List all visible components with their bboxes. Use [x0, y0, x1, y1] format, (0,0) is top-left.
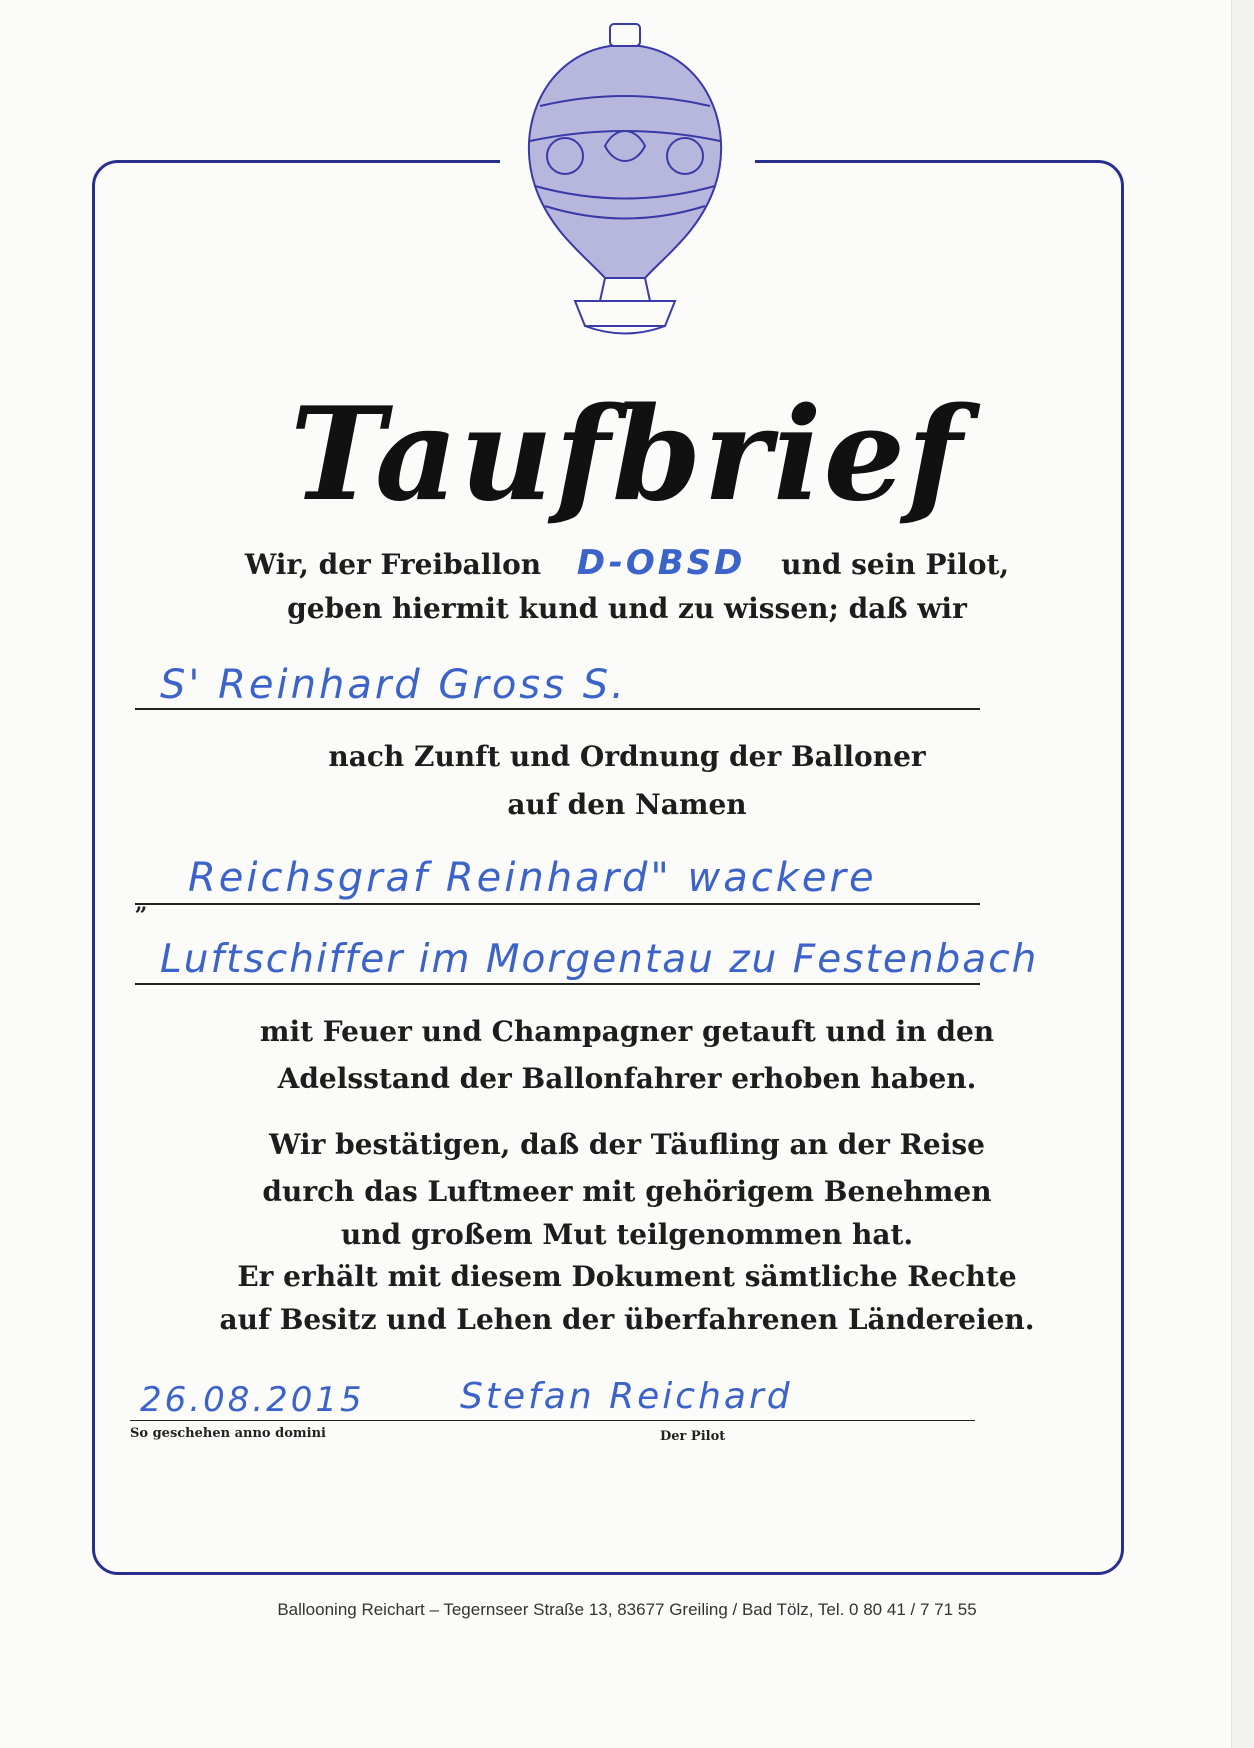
page-edge	[1231, 0, 1254, 1748]
name-line	[135, 708, 980, 710]
balloon-id-handwritten: D-OBSD	[576, 543, 746, 583]
footer-address: Ballooning Reichart – Tegernseer Straße 13, 83677 Greiling / Bad Tölz, Tel. 0 80 41 / 7 71 55	[277, 1600, 977, 1619]
confirm-line-1: Wir bestätigen, daß der Täufling an der Reise	[269, 1128, 985, 1161]
balloon-gondola-icon	[575, 301, 675, 326]
intro-line-1	[0, 543, 1254, 583]
new-name-line-2-handwritten: Luftschiffer im Morgentau zu Festenbach	[160, 937, 1039, 982]
date-label: So geschehen anno domini	[130, 1426, 326, 1441]
pilot-label: Der Pilot	[660, 1429, 726, 1444]
middle-line-1: nach Zunft und Ordnung der Balloner	[328, 740, 926, 773]
new-name-line-1-rule	[135, 903, 980, 905]
new-name-line-2-rule	[135, 983, 980, 985]
new-name-line-1-handwritten: Reichsgraf Reinhard" wackere	[188, 855, 877, 901]
confirm-line-2: durch das Luftmeer mit gehörigem Benehmen	[262, 1175, 992, 1208]
baptized-name-handwritten: S' Reinhard Gross S.	[160, 662, 627, 708]
balloon-illustration	[505, 16, 745, 356]
date-handwritten: 26.08.2015	[140, 1380, 365, 1420]
pilot-signature: Stefan Reichard	[460, 1376, 793, 1417]
middle-line-2: auf den Namen	[507, 788, 747, 821]
intro-line-2: geben hiermit kund und zu wissen; daß wir	[287, 592, 967, 625]
confirm-line-5: auf Besitz und Lehen der überfahrenen Ländereien.	[219, 1303, 1035, 1336]
document-title: Taufbrief	[289, 380, 965, 530]
signature-line	[130, 1420, 975, 1421]
intro-prefix: Wir, der Freiballon	[244, 548, 542, 581]
quote-mark: „	[135, 890, 148, 916]
confirm-line-4: Er erhält mit diesem Dokument sämtliche Rechte	[237, 1260, 1017, 1293]
balloon-top-icon	[610, 24, 640, 46]
intro-suffix: und sein Pilot,	[781, 548, 1010, 581]
confirm-line-3: und großem Mut teilgenommen hat.	[340, 1218, 914, 1251]
after-line-2: Adelsstand der Ballonfahrer erhoben haben.	[277, 1062, 977, 1095]
after-line-1: mit Feuer und Champagner getauft und in den	[259, 1015, 995, 1048]
